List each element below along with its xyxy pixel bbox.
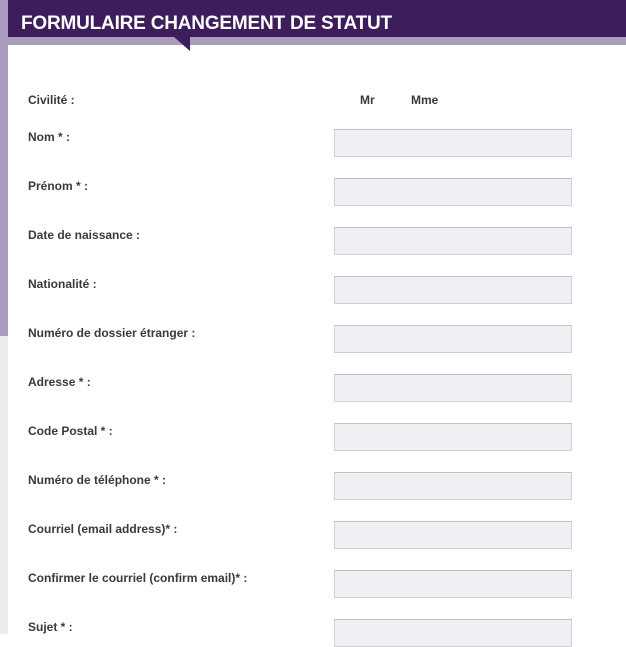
nom-input[interactable] — [334, 129, 572, 157]
left-accent-band — [0, 0, 8, 336]
nationalite-label: Nationalité : — [28, 277, 97, 291]
telephone-label: Numéro de téléphone * : — [28, 473, 167, 487]
civility-option-mme[interactable]: Mme — [411, 93, 439, 107]
dossier-etranger-label: Numéro de dossier étranger : — [28, 326, 196, 340]
adresse-input[interactable] — [334, 374, 572, 402]
form-title: FORMULAIRE CHANGEMENT DE STATUT — [21, 13, 392, 34]
code-postal-input[interactable] — [334, 423, 572, 451]
confirm-courriel-input[interactable] — [334, 570, 572, 598]
courriel-label: Courriel (email address)* : — [28, 522, 178, 536]
form-header — [8, 0, 626, 37]
adresse-label: Adresse * : — [28, 375, 91, 389]
prenom-input[interactable] — [334, 178, 572, 206]
confirm-courriel-label: Confirmer le courriel (confirm email)* : — [28, 571, 248, 585]
prenom-label: Prénom * : — [28, 179, 89, 193]
date-naissance-input[interactable] — [334, 227, 572, 255]
date-naissance-label: Date de naissance : — [28, 228, 141, 242]
civility-label: Civilité : — [28, 93, 75, 107]
left-gray-band — [0, 336, 8, 634]
header-notch — [174, 37, 190, 51]
civility-option-mr[interactable]: Mr — [360, 93, 375, 107]
nom-label: Nom * : — [28, 130, 70, 144]
sujet-input[interactable] — [334, 619, 572, 647]
civility-row — [0, 93, 560, 109]
code-postal-label: Code Postal * : — [28, 424, 113, 438]
header-stripe — [8, 37, 626, 45]
telephone-input[interactable] — [334, 472, 572, 500]
nationalite-input[interactable] — [334, 276, 572, 304]
dossier-etranger-input[interactable] — [334, 325, 572, 353]
sujet-label: Sujet * : — [28, 620, 73, 634]
courriel-input[interactable] — [334, 521, 572, 549]
